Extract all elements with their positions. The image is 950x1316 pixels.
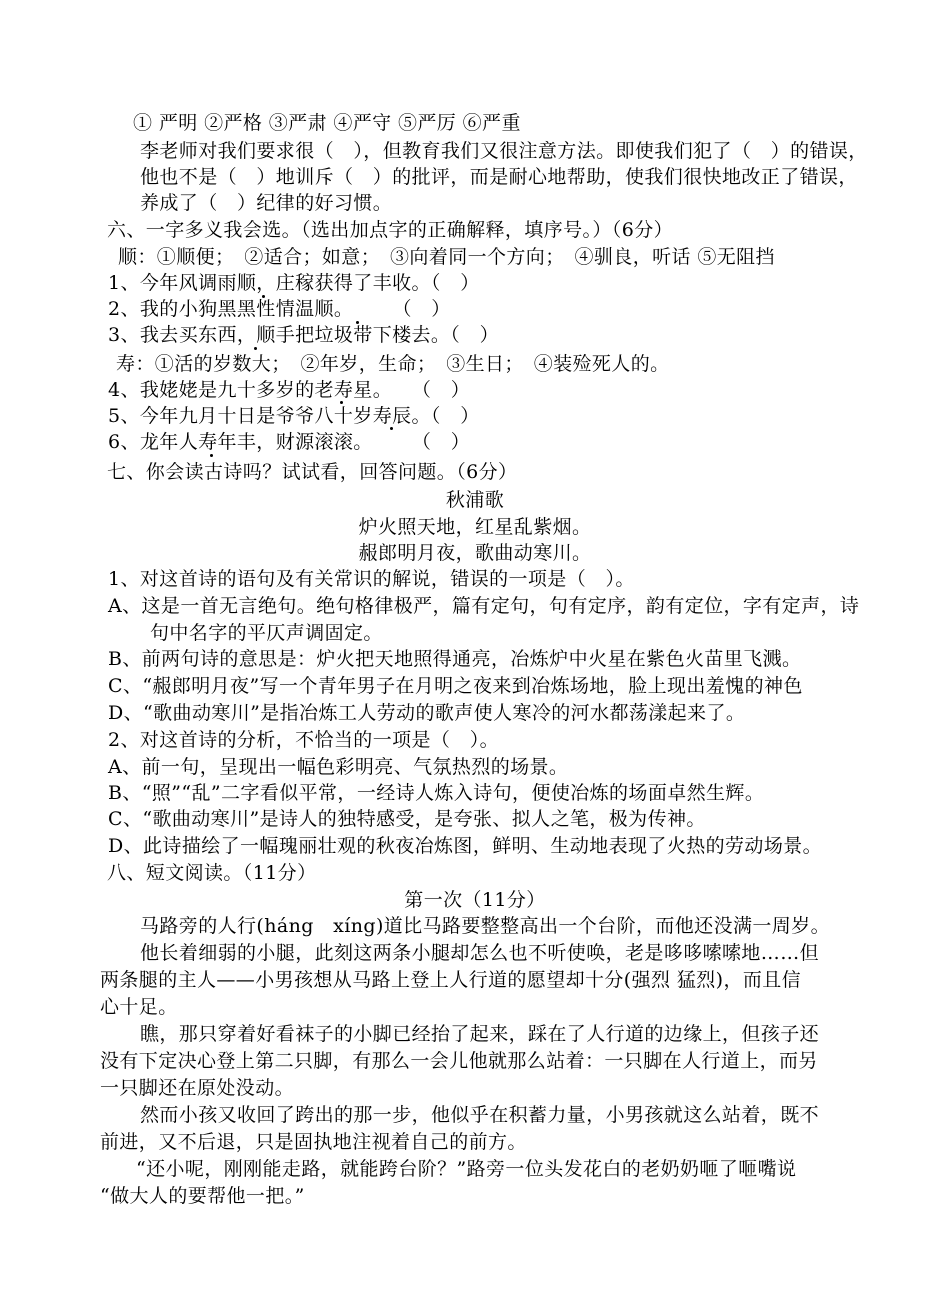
passage-line: 没有下定决心登上第二只脚，有那么一会儿他就那么站着：一只脚在人行道上，而另: [100, 1050, 818, 1072]
passage-line: 他也不是（ ）地训斥（ ）的批评，而是耐心地帮助，使我们很快地改正了错误，: [140, 166, 858, 188]
question-line: 5、今年九月十日是爷爷八十岁寿辰。（ ）: [108, 405, 480, 427]
passage-line: “还小呢，刚刚能走路，就能跨台阶？”路旁一位头发花白的老奶奶咂了咂嘴说: [136, 1158, 797, 1180]
choice-line: D、此诗描绘了一幅瑰丽壮观的秋夜冶炼图，鲜明、生动地表现了火热的劳动场景。: [108, 835, 823, 857]
choice-line: 句中名字的平仄声调固定。: [150, 622, 383, 644]
choice-line: A、这是一首无言绝句。绝句格律极严，篇有定句，句有定序，韵有定位，字有定声，诗: [108, 595, 860, 617]
poem-title: 秋浦歌: [445, 489, 505, 511]
section-heading: 六、一字多义我会选。（选出加点字的正确解释，填序号。）（6分）: [107, 219, 673, 241]
passage-line: 前进，又不后退，只是固执地注视着自己的前方。: [100, 1131, 527, 1153]
definition-line: 寿：①活的岁数大； ②年岁，生命； ③生日； ④装殓死人的。: [116, 353, 670, 375]
question-line: 1、对这首诗的语句及有关常识的解说，错误的一项是（ ）。: [108, 568, 635, 590]
question-line: 2、对这首诗的分析，不恰当的一项是（ ）。: [108, 729, 499, 751]
emphasis-dot: [262, 295, 265, 298]
passage-line: “做大人的要帮他一把。”: [100, 1185, 305, 1207]
choice-line: C、“歌曲动寒川”是诗人的独特感受，是夸张、拟人之笔，极为传神。: [108, 808, 706, 830]
passage-line: 李老师对我们要求很（ ），但教育我们又很注意方法。即使我们犯了（ ）的错误，: [140, 140, 868, 162]
emphasis-dot: [356, 321, 359, 324]
passage-line: 马路旁的人行(háng xíng)道比马路要整整高出一个台阶，而他还没满一周岁。: [140, 915, 830, 937]
passage-line: 养成了（ ）纪律的好习惯。: [140, 192, 393, 214]
emphasis-dot: [390, 427, 393, 430]
emphasis-dot: [210, 454, 213, 457]
question-line: 2、我的小狗黑黑性情温顺。 （ ）: [108, 298, 451, 320]
question-line: 6、龙年人寿年丰，财源滚滚。 （ ）: [108, 431, 471, 453]
poem-line: 赧郎明月夜，歌曲动寒川。: [358, 542, 592, 564]
passage-line: 瞧，那只穿着好看袜子的小脚已经抬了起来，踩在了人行道的边缘上，但孩子还: [140, 1023, 820, 1045]
section-heading: 八、短文阅读。（11分）: [107, 862, 317, 884]
passage-line: 两条腿的主人——小男孩想从马路上登上人行道的愿望却十分(强烈 猛烈)，而且信: [100, 969, 802, 991]
question-line: 3、我去买东西，顺手把垃圾带下楼去。（ ）: [108, 324, 499, 346]
passage-line: 心十足。: [100, 996, 178, 1018]
passage-title: 第一次（11分）: [404, 889, 546, 911]
choice-line: B、“照”“乱”二字看似平常，一经诗人炼入诗句，便使冶炼的场面卓然生辉。: [108, 782, 765, 804]
choice-line: B、前两句诗的意思是：炉火把天地照得通亮，冶炼炉中火星在紫色火苗里飞溅。: [108, 648, 802, 670]
question-line: 1、今年风调雨顺，庄稼获得了丰收。（ ）: [108, 272, 480, 294]
choice-line: C、“赧郎明月夜”写一个青年男子在月明之夜来到冶炼场地，脸上现出羞愧的神色: [108, 675, 803, 697]
passage-line: 然而小孩又收回了跨出的那一步，他似乎在积蓄力量，小男孩就这么站着，既不: [140, 1104, 820, 1126]
section-heading: 七、你会读古诗吗？试试看，回答问题。（6分）: [107, 461, 518, 483]
emphasis-dot: [340, 401, 343, 404]
passage-line: 他长着细弱的小腿，此刻这两条小腿却怎么也不听使唤，老是哆哆嗦嗦地……但: [140, 942, 820, 964]
question-line: 4、我姥姥是九十多岁的老寿星。 （ ）: [108, 379, 471, 401]
definition-line: 顺：①顺便； ②适合；如意； ③向着同一个方向； ④驯良，听话 ⑤无阻挡: [118, 246, 775, 268]
choice-line: A、前一句，呈现出一幅色彩明亮、气氛热烈的场景。: [108, 756, 569, 778]
emphasis-dot: [254, 347, 257, 350]
options-line: ① 严明 ②严格 ③严肃 ④严守 ⑤严厉 ⑥严重: [133, 112, 521, 134]
choice-line: D、“歌曲动寒川”是指冶炼工人劳动的歌声使人寒冷的河水都荡漾起来了。: [108, 702, 746, 724]
poem-line: 炉火照天地，红星乱紫烟。: [358, 516, 592, 538]
passage-line: 一只脚还在原处没动。: [100, 1077, 295, 1099]
